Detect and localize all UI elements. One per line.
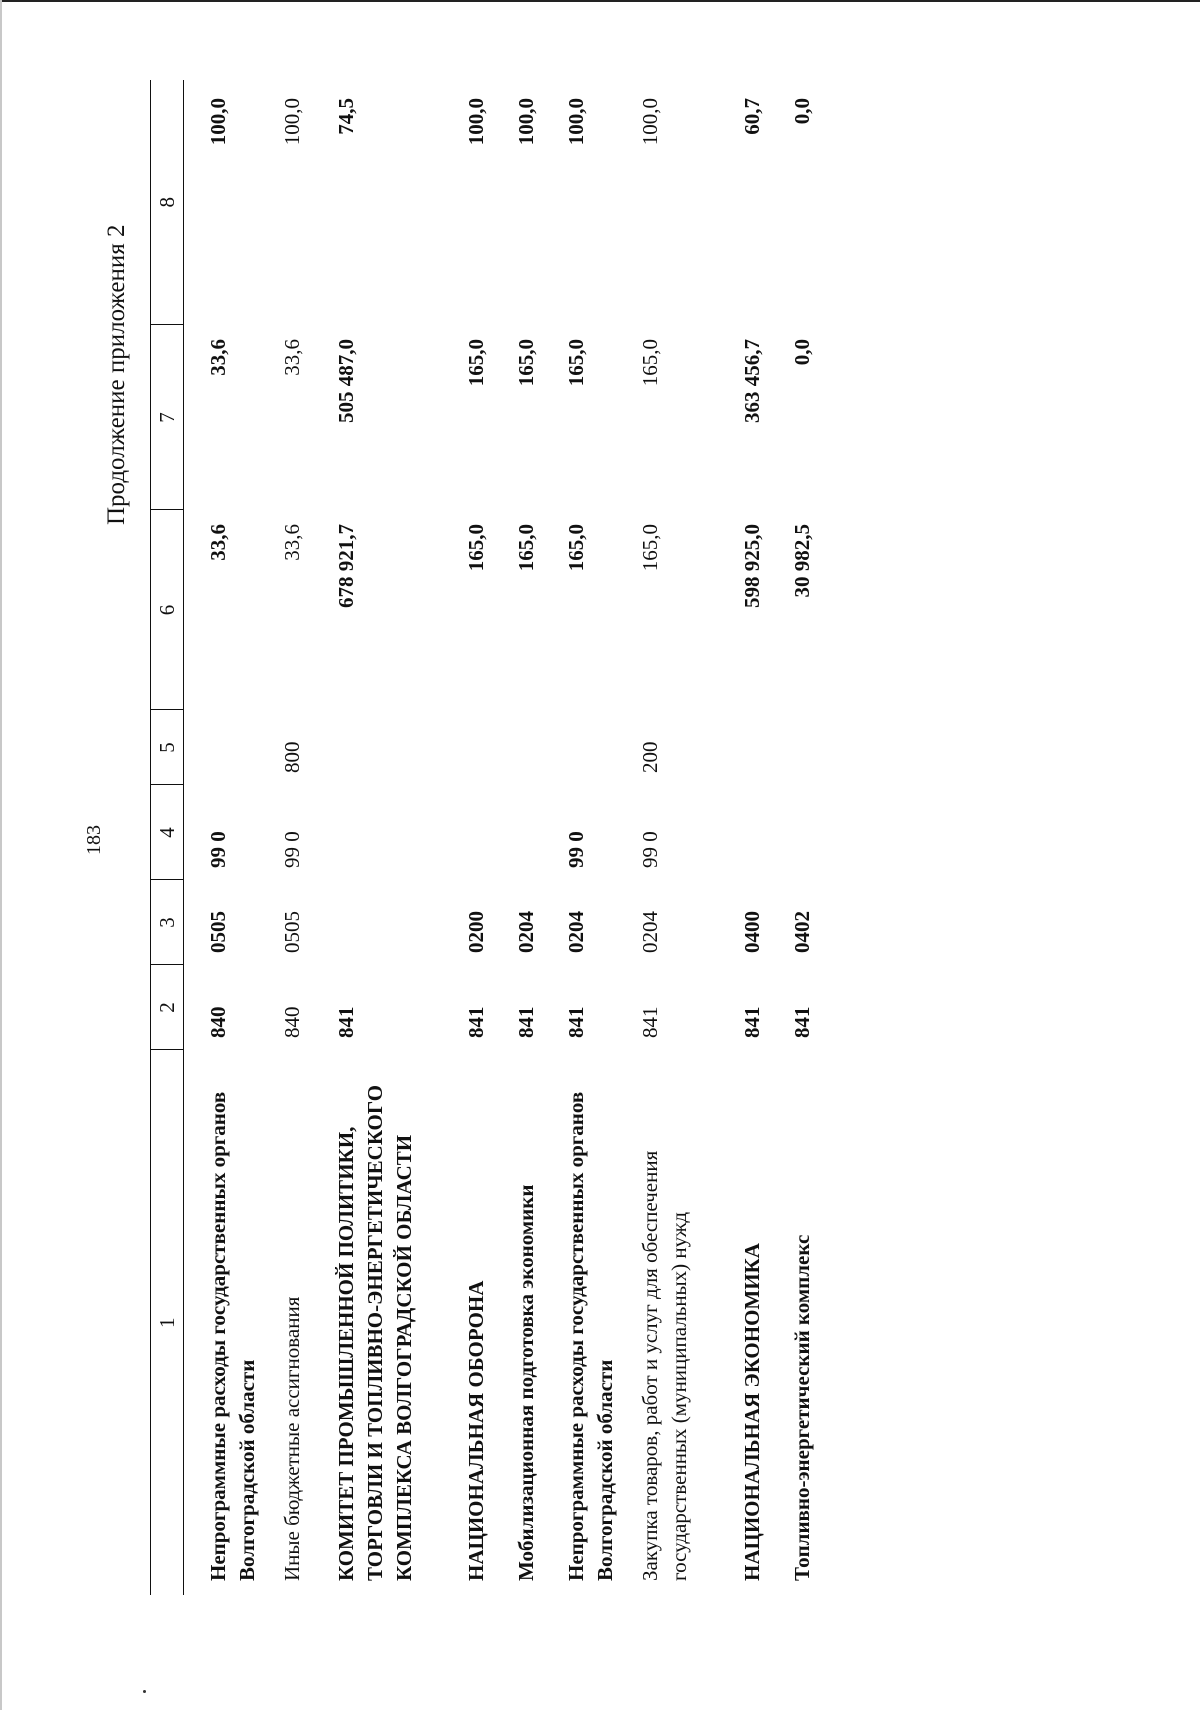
row-col-5	[184, 710, 265, 785]
row-col-8: 100,0	[638, 98, 662, 146]
row-col-8: 100,0	[464, 98, 488, 146]
row-name: Закупка товаров, работ и услуг для обеспечения государственных (муниципальных) нужд	[638, 1150, 691, 1581]
page-number: 183	[83, 825, 105, 855]
row-col-6: 165,0	[464, 524, 488, 572]
table-row	[776, 80, 826, 1595]
row-col-3: 0204	[514, 911, 538, 953]
row-col-2: 841	[790, 1006, 814, 1038]
table-row	[622, 80, 726, 1595]
row-col-8: 74,5	[334, 98, 358, 135]
row-col-8: 100,0	[514, 98, 538, 146]
column-header-4: 4	[151, 785, 184, 880]
row-col-3: 0200	[464, 911, 488, 953]
table-row	[726, 80, 776, 1595]
row-col-7: 33,6	[206, 339, 230, 376]
row-col-3: 0505	[206, 911, 230, 953]
row-col-4: 99 0	[280, 831, 304, 868]
table-row	[318, 80, 450, 1595]
row-col-2: 841	[514, 1006, 538, 1038]
row-col-7: 165,0	[564, 339, 588, 387]
scan-speck	[143, 1690, 146, 1693]
row-name: НАЦИОНАЛЬНАЯ ЭКОНОМИКА	[740, 1243, 764, 1581]
column-header-5: 5	[151, 710, 184, 785]
row-col-8: 100,0	[280, 98, 304, 146]
table-row	[550, 80, 622, 1595]
row-col-8: 60,7	[740, 98, 764, 135]
row-col-5	[776, 710, 826, 785]
row-col-4	[500, 785, 550, 880]
table-row	[184, 80, 265, 1595]
row-col-7: 363 456,7	[740, 339, 764, 423]
row-col-3: 0204	[564, 911, 588, 953]
row-col-4: 99 0	[638, 831, 662, 868]
column-header-3: 3	[151, 880, 184, 965]
row-col-8: 100,0	[206, 98, 230, 146]
continuation-note: Продолжение приложения 2	[103, 224, 130, 525]
rotated-document-page	[65, 70, 1165, 1625]
row-col-5	[550, 710, 622, 785]
row-col-2: 841	[740, 1006, 764, 1038]
row-col-8: 0,0	[790, 98, 814, 125]
row-name: КОМИТЕТ ПРОМЫШЛЕННОЙ ПОЛИТИКИ, ТОРГОВЛИ И ТОПЛИВНО-ЭНЕРГЕТИЧЕСКОГО КОМПЛЕКСА ВОЛГОГРАДСКОЙ ОБЛАСТИ	[334, 1084, 416, 1581]
row-col-4	[318, 785, 450, 880]
row-col-4: 99 0	[564, 831, 588, 868]
row-col-2: 840	[206, 1006, 230, 1038]
row-col-3: 0402	[790, 911, 814, 953]
row-col-5	[318, 710, 450, 785]
column-header-6: 6	[151, 510, 184, 710]
column-header-2: 2	[151, 965, 184, 1050]
row-col-3: 0505	[280, 911, 304, 953]
row-col-7: 165,0	[464, 339, 488, 387]
row-col-7: 0,0	[790, 339, 814, 366]
row-col-4	[726, 785, 776, 880]
row-col-5: 800	[280, 741, 304, 773]
row-col-7: 33,6	[280, 339, 304, 376]
row-col-2: 841	[464, 1006, 488, 1038]
row-col-6: 33,6	[280, 524, 304, 561]
row-col-6: 165,0	[564, 524, 588, 572]
table-row	[264, 80, 318, 1595]
row-col-2: 840	[280, 1006, 304, 1038]
scan-left-edge	[0, 0, 2, 1710]
row-col-3: 0204	[638, 911, 662, 953]
column-header-7: 7	[151, 325, 184, 510]
scan-top-edge	[0, 0, 1200, 2]
row-col-6: 33,6	[206, 524, 230, 561]
row-col-5: 200	[638, 741, 662, 773]
row-col-6: 165,0	[638, 524, 662, 572]
row-col-2: 841	[564, 1006, 588, 1038]
row-name: Непрограммные расходы государственных органов Волгоградской области	[564, 1091, 617, 1581]
row-col-3: 0400	[740, 911, 764, 953]
row-name: НАЦИОНАЛЬНАЯ ОБОРОНА	[464, 1280, 488, 1581]
column-header-1: 1	[151, 1050, 184, 1595]
row-col-6: 678 921,7	[334, 524, 358, 608]
row-name: Мобилизационная подготовка экономики	[514, 1184, 538, 1581]
table-row	[500, 80, 550, 1595]
row-col-7: 505 487,0	[334, 339, 358, 423]
row-col-3	[318, 880, 450, 965]
budget-table	[150, 80, 826, 1595]
row-col-7: 165,0	[638, 339, 662, 387]
row-col-2: 841	[334, 1006, 358, 1038]
row-col-4	[776, 785, 826, 880]
row-name: Иные бюджетные ассигнования	[280, 1296, 304, 1581]
row-col-2: 841	[638, 1006, 662, 1038]
table-header-row	[151, 80, 184, 1595]
row-col-4	[450, 785, 500, 880]
row-col-6: 598 925,0	[740, 524, 764, 608]
table-row	[450, 80, 500, 1595]
column-header-8: 8	[151, 80, 184, 325]
row-col-6: 165,0	[514, 524, 538, 572]
row-col-5	[726, 710, 776, 785]
row-col-5	[450, 710, 500, 785]
row-col-7: 165,0	[514, 339, 538, 387]
row-name: Непрограммные расходы государственных органов Волгоградской области	[206, 1091, 259, 1581]
row-col-4: 99 0	[206, 831, 230, 868]
row-col-8: 100,0	[564, 98, 588, 146]
row-col-5	[500, 710, 550, 785]
row-col-6: 30 982,5	[790, 524, 814, 598]
row-name: Топливно-энергетический комплекс	[790, 1234, 814, 1581]
